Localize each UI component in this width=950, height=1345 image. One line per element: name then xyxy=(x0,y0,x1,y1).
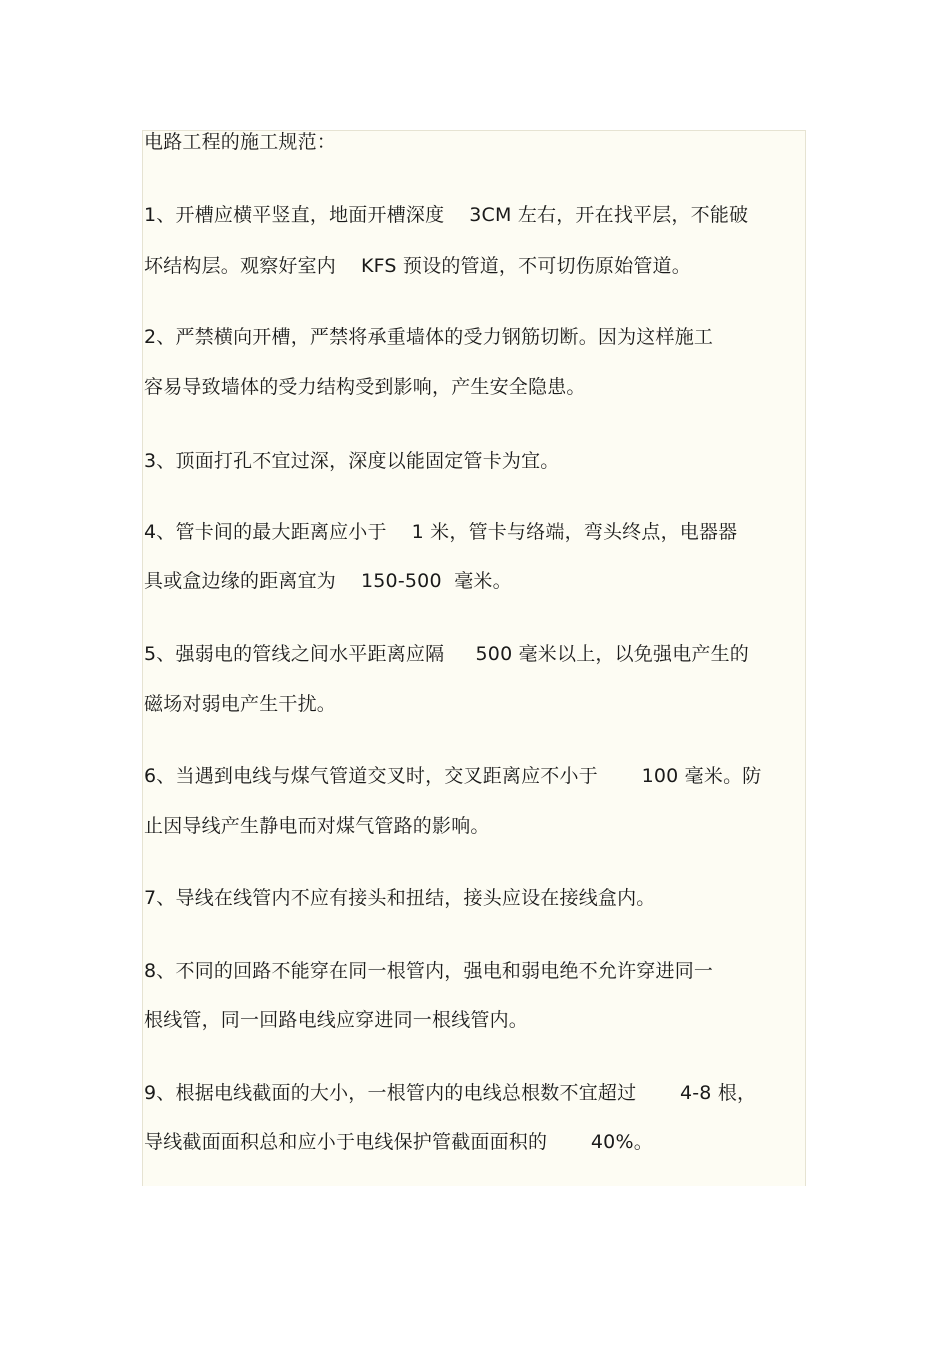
paragraph-5-line-1: 5、强弱电的管线之间水平距离应隔 500 毫米以上，以免强电产生的 xyxy=(144,643,749,665)
paragraph-9-line-1: 9、根据电线截面的大小，一根管内的电线总根数不宜超过 4-8 根， xyxy=(144,1082,757,1104)
paragraph-3-line-1: 3、顶面打孔不宜过深，深度以能固定管卡为宜。 xyxy=(144,450,560,472)
paragraph-5-line-2: 磁场对弱电产生干扰。 xyxy=(144,693,337,715)
paragraph-2-line-1: 2、严禁横向开槽，严禁将承重墙体的受力钢筋切断。因为这样施工 xyxy=(144,326,714,348)
paragraph-4-line-2: 具或盒边缘的距离宜为 150-500 毫米。 xyxy=(144,570,512,592)
paragraph-6-line-1: 6、当遇到电线与煤气管道交叉时，交叉距离应不小于 100 毫米。防 xyxy=(144,765,762,787)
paragraph-8-line-2: 根线管，同一回路电线应穿进同一根线管内。 xyxy=(144,1009,529,1031)
paragraph-6-line-2: 止因导线产生静电而对煤气管路的影响。 xyxy=(144,815,490,837)
paragraph-4-line-1: 4、管卡间的最大距离应小于 1 米，管卡与络端，弯头终点，电器器 xyxy=(144,521,738,543)
paragraph-7-line-1: 7、导线在线管内不应有接头和扭结，接头应设在接线盒内。 xyxy=(144,887,656,909)
paragraph-2-line-2: 容易导致墙体的受力结构受到影响，产生安全隐患。 xyxy=(144,376,586,398)
paragraph-9-line-2: 导线截面面积总和应小于电线保护管截面面积的 40%。 xyxy=(144,1131,653,1153)
paragraph-1-line-2: 坏结构层。观察好室内 KFS 预设的管道，不可切伤原始管道。 xyxy=(144,255,691,277)
document-heading: 电路工程的施工规范： xyxy=(144,131,337,153)
paragraph-8-line-1: 8、不同的回路不能穿在同一根管内，强电和弱电绝不允许穿进同一 xyxy=(144,960,714,982)
paragraph-1-line-1: 1、开槽应横平竖直，地面开槽深度 3CM 左右，开在找平层，不能破 xyxy=(144,204,749,226)
